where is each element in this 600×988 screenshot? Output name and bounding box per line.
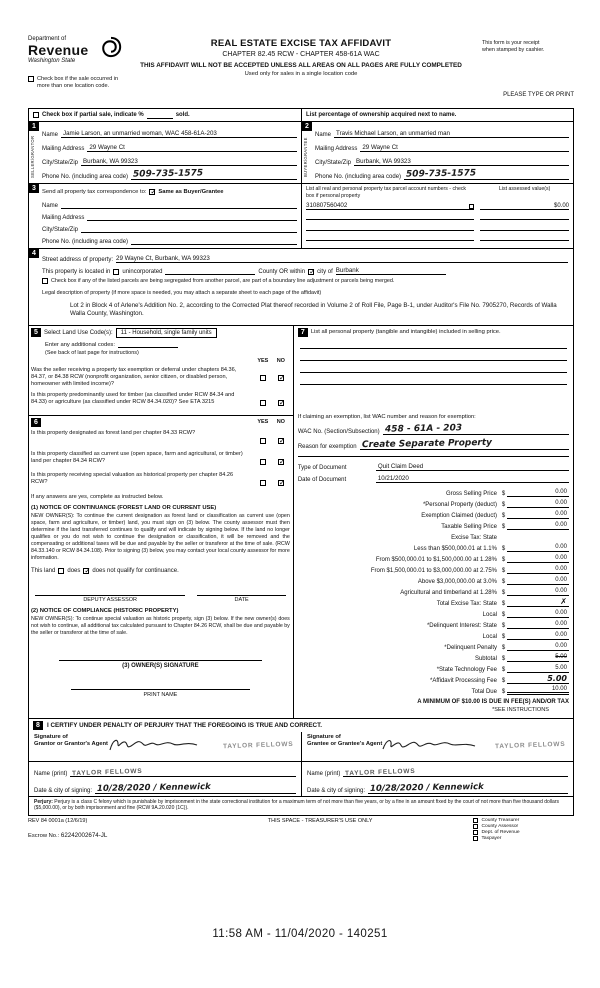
section-1-badge: 1: [29, 122, 39, 131]
grantee-signature-cell: Signature of Grantee or Grantee's Agent TAYLOR FELLOWS: [301, 732, 573, 762]
section-8-badge: 8: [33, 721, 43, 730]
rate-3-0-value[interactable]: 0.00: [507, 577, 569, 585]
segregated-label: Check box if any of the listed parcels are being segregated from another parcel, are part of a boundary line adjustment or parcels being merged.: [51, 278, 395, 284]
historic-no-checkbox[interactable]: [278, 480, 284, 486]
rev-number: REV 84 0001a (12/6/19): [28, 817, 88, 824]
buyer-mailing-label: Mailing Address: [315, 146, 358, 152]
dept-line3: Washington State: [28, 58, 76, 64]
seller-name-label: Name: [42, 132, 59, 138]
date-city-row: [29, 779, 573, 796]
ownership-note: List percentage of ownership acquired next to name.: [306, 112, 457, 118]
tax-computation: [298, 486, 569, 695]
excise-tax-state-header: [507, 533, 569, 541]
certify-statement: I CERTIFY UNDER PENALTY OF PERJURY THAT THE FOREGOING IS TRUE AND CORRECT.: [47, 721, 322, 729]
affidavit-processing-fee-value[interactable]: 5.00: [507, 674, 569, 684]
historic-yes-checkbox[interactable]: [260, 480, 266, 486]
assessed-value-field[interactable]: [480, 230, 569, 231]
parcel-number-field[interactable]: [306, 230, 474, 231]
land-use-code-value[interactable]: 11 - Household, single family units: [116, 328, 217, 338]
partial-sale-percent-field[interactable]: [147, 112, 173, 119]
perjury-text: Perjury is a class C felony which is punishable by imprisonment in the state correctional institution for a maximum term of not more than five years, or by a fine in an amount fixed by the court of not more than five thousand dollars ($5,000.00), or by both imprisonment and fine (RCW 9A.20.020 (1C)).: [34, 798, 559, 812]
receipt-note-line2: when stamped by cashier.: [482, 47, 545, 54]
seller-phone-label: Phone No. (including area code): [42, 174, 129, 180]
same-as-buyer-checkbox[interactable]: [149, 189, 155, 195]
see-instructions-note: *SEE INSTRUCTIONS: [492, 706, 549, 713]
if-yes-note: If any answers are yes, complete as instructed below.: [31, 493, 164, 500]
total-excise-local-value[interactable]: 0.00: [507, 610, 569, 618]
dept-line2: Revenue: [28, 42, 89, 58]
unincorporated-checkbox[interactable]: [113, 269, 119, 275]
form-footer: [28, 818, 574, 841]
grantee-name-print-value[interactable]: TAYLOR FELLOWS: [345, 767, 416, 777]
additional-codes-label: Enter any additional codes:: [45, 341, 115, 348]
delinquent-penalty-value[interactable]: 0.00: [507, 643, 569, 651]
signature-row: [29, 732, 573, 762]
corr-name-label: Name: [42, 203, 59, 209]
escrow-label: Escrow No.:: [28, 832, 60, 839]
parcel-number-value[interactable]: 310807560402: [306, 201, 348, 209]
document-block: [298, 456, 569, 483]
grantor-signature[interactable]: [107, 736, 207, 756]
taxable-selling-price-value[interactable]: 0.00: [507, 522, 569, 530]
distribution-item: Dept. of Revenue: [473, 830, 519, 835]
multi-location-label: Check box if the sale occurred in more than one location code.: [37, 76, 119, 90]
buyer-phone-label: Phone No. (including area code): [315, 174, 402, 180]
grantee-date-city-value[interactable]: 10/28/2020 / Kennewick: [369, 781, 484, 794]
grantor-stamp: TAYLOR FELLOWS: [222, 740, 294, 750]
gross-selling-price-value[interactable]: 0.00: [507, 489, 569, 497]
corr-phone-label: Phone No. (including area code): [42, 239, 129, 245]
buyer-csz-label: City/State/Zip: [315, 160, 352, 166]
forest-yes-checkbox[interactable]: [260, 438, 266, 444]
total-due-value[interactable]: 10.00: [507, 686, 569, 695]
current-use-yes-checkbox[interactable]: [260, 459, 266, 465]
dept-of-revenue-checkbox[interactable]: [473, 830, 478, 835]
timber-no-checkbox[interactable]: [278, 400, 284, 406]
buyer-name-label: Name: [315, 132, 332, 138]
multi-location-checkbox[interactable]: [28, 76, 34, 82]
single-location-note: Used only for sales in a single location code: [244, 71, 358, 77]
minimum-due-note: A MINIMUM OF $10.00 IS DUE IN FEE(S) AND/OR TAX: [417, 698, 569, 705]
land-use-label: Select Land Use Code(s):: [44, 329, 113, 336]
receipt-note: [482, 40, 574, 54]
tax-line: *Delinquent Penalty $ 0.00: [444, 642, 567, 651]
type-or-print-note: PLEASE TYPE OR PRINT: [503, 92, 574, 98]
tax-line: Agricultural and timberland at 1.28% $ 0.00: [400, 587, 567, 596]
personal-property-checkbox[interactable]: [469, 204, 474, 209]
buyer-csz-value[interactable]: Burbank, WA 99323: [356, 158, 411, 165]
receipt-note-line1: This form is your receipt: [482, 40, 540, 46]
grantee-stamp: TAYLOR FELLOWS: [494, 740, 566, 750]
section-5-badge: 5: [31, 328, 41, 337]
corr-csz-field[interactable]: [81, 224, 297, 233]
grantor-date-city-value[interactable]: 10/28/2020 / Kennewick: [96, 781, 211, 794]
tax-line: Excise Tax: State: [298, 530, 569, 541]
tax-line: Gross Selling Price $ 0.00: [445, 488, 567, 497]
deputy-assessor-signature-field[interactable]: [35, 588, 185, 596]
wac-number-value[interactable]: 458 - 61A - 203: [384, 423, 462, 435]
delinquent-interest-state-value[interactable]: 0.00: [507, 621, 569, 629]
does-qualify-checkbox[interactable]: [58, 568, 64, 574]
assessed-value[interactable]: $0.00: [480, 203, 569, 210]
seller-mailing-value[interactable]: 29 Wayne Ct: [89, 144, 125, 151]
legal-description-label: Legal description of property (if more space is needed, you may attach a separate sheet to each page of the affidavit): [42, 290, 322, 296]
exemption-reason-label: Reason for exemption: [297, 443, 357, 450]
multi-location-option: [28, 76, 188, 91]
city-of-label: city of: [317, 269, 333, 275]
partial-sale-row: [29, 109, 573, 122]
grantor-name-print-value[interactable]: TAYLOR FELLOWS: [72, 767, 143, 777]
parcels-section: [301, 184, 573, 248]
corr-csz-label: City/State/Zip: [42, 227, 79, 233]
distribution-item: County Assessor: [473, 824, 518, 829]
wac-number-label: WAC No. (Section/Subsection): [297, 428, 380, 435]
tax-line: From $1,500,000.01 to $3,000,000.00 at 2.75% $ 0.00: [370, 565, 567, 574]
city-checkbox[interactable]: [308, 269, 314, 275]
perjury-label: Perjury:: [34, 798, 53, 805]
treasurer-space-note: THIS SPACE - TREASURER'S USE ONLY: [267, 817, 373, 824]
grantor-name-print-label: Name (print): [34, 770, 68, 777]
segregated-checkbox[interactable]: [42, 278, 48, 284]
assessor-date-label: DATE: [234, 596, 249, 603]
assessor-date-field[interactable]: [197, 588, 285, 596]
seller-name-value[interactable]: Jamie Larson, an unmarried woman, WAC 458-61A-203: [63, 130, 217, 137]
section-2-badge: 2: [302, 122, 312, 131]
personal-property-line-1[interactable]: [300, 339, 567, 349]
right-column: [293, 326, 573, 718]
certification-section: [29, 719, 573, 797]
form-body: [28, 108, 574, 816]
tax-line: Less than $500,000.01 at 1.1% $ 0.00: [413, 543, 567, 552]
corr-phone-field[interactable]: [131, 236, 297, 245]
tax-line: Above $3,000,000.00 at 3.0% $ 0.00: [417, 576, 567, 585]
buyer-side-label: BUYER/GRANTEE: [303, 137, 308, 177]
agricultural-rate-value[interactable]: 0.00: [507, 588, 569, 596]
same-as-buyer-label: Same as Buyer/Grantee: [158, 188, 224, 195]
seller-csz-label: City/State/Zip: [42, 160, 79, 166]
rate-1-28-value[interactable]: 0.00: [507, 555, 569, 563]
notice-compliance-title: (2) NOTICE OF COMPLIANCE (HISTORIC PROPERTY): [31, 607, 179, 614]
delinquent-interest-local-value[interactable]: 0.00: [507, 632, 569, 640]
personal-property-line-4[interactable]: [300, 375, 567, 385]
additional-codes-field[interactable]: [118, 341, 178, 348]
timber-yes-checkbox[interactable]: [260, 400, 266, 406]
question-current-use: Is this property classified as current use (open space, farm and agricultural, or timber) land per chapter 84.34 RCW? ✓: [31, 451, 290, 469]
seller-csz-value[interactable]: Burbank, WA 99323: [83, 158, 138, 165]
seller-phone-value[interactable]: 509-735-1575: [132, 168, 204, 180]
distribution-item: County Treasurer: [473, 818, 519, 823]
document-date-value[interactable]: 10/21/2020: [377, 474, 409, 482]
personal-property-deduct-value[interactable]: 0.00: [507, 500, 569, 508]
street-address-label: Street address of property:: [42, 257, 114, 263]
ownership-note-cell: [301, 109, 573, 121]
question-forest: Is this property designated as forest land per chapter 84.33 RCW? ✓: [31, 430, 290, 448]
continuance-line: This land does ✓ does not qualify for continuance.: [31, 568, 290, 574]
total-excise-state-value[interactable]: ✗: [507, 597, 569, 607]
title-block: [103, 38, 499, 77]
grantor-signature-cell: Signature of Grantor or Grantor's Agent TAYLOR FELLOWS: [29, 732, 301, 762]
section-6-badge: 6: [31, 418, 41, 427]
exemption-claimed-value[interactable]: 0.00: [507, 511, 569, 519]
personal-property-label: List all personal property (tangible and intangible) included in selling price.: [310, 329, 501, 336]
county-field[interactable]: [165, 267, 255, 275]
state-technology-fee-value[interactable]: 5.00: [507, 665, 569, 673]
partial-sale-suffix: sold.: [175, 112, 190, 118]
tax-line: *Delinquent Interest: State $ 0.00: [426, 620, 567, 629]
parcel-row-blank: [306, 220, 569, 231]
exemption-no-checkbox[interactable]: [278, 375, 284, 381]
county-treasurer-checkbox[interactable]: [473, 818, 478, 823]
tax-line: Taxable Selling Price $ 0.00: [441, 521, 567, 530]
grantor-date-city-label: Date & city of signing:: [34, 787, 93, 794]
assessed-value-field[interactable]: [480, 240, 569, 241]
deputy-assessor-label: DEPUTY ASSESSOR: [83, 596, 138, 603]
grantee-date-city-label: Date & city of signing:: [307, 787, 366, 794]
parcel-row: [306, 199, 569, 210]
designation-section: 6 YES NO Is this property designated as forest land per chapter 84.33 RCW? ✓ Is this property classified as current use (open space, farm and agricultural, or timber) land per chapter 84.34 RCW? ✓ Is this property receiving special valuation as historical property per chapter 84.26 RCW? ✓ If any answers are yes, complete as instructed below. (1) NOTICE OF CONTINUANCE (FOREST LAND OR CURRENT USE) NEW OWNER(S): To continue the current designation as forest land or classification as current use (open space, farm and agriculture, or timber) land, you must sign on (3) below. The county assessor must then determine if the land transferred continues to qualify and will indicate by signing below. If the land no longer qualifies or you do not wish to continue the designation or classification, it will be removed and the compensating or additional taxes will be due and payable by the seller or transferor at the time of sale. (RCW 84.33.140 or RCW 84.34.108). Prior to signing (3) below, you may contact your local county assessor for more information. This land does ✓ does not qualify for continuance. DEPUTY ASSESSOR DATE (2) NOTICE OF COMPLIANCE (HISTORIC PROPERTY) NEW OWNER(S): To continue special valuation as historic property, sign (3) below. If the new owner(s) does not wish to continue, all additional tax calculated pursuant to Chapter 84.26 RCW, shall be due and payable by the seller or transferor at the time of sale. (3) OWNER(S) SIGNATURE PRINT NAME: [29, 416, 293, 702]
unincorporated-label: unincorporated: [122, 269, 163, 275]
located-prefix: This property is located in: [42, 269, 111, 275]
question-exemption: Was the seller receiving a property tax exemption or deferral under chapters 84.36, 84.37, or 84.38 RCW (nonprofit organization, senior citizen, or disabled person, homeowner with limited income)? ✓: [31, 367, 290, 389]
reet-affidavit-form: [28, 36, 574, 841]
tax-line: Local $ 0.00: [482, 609, 567, 618]
chapter-line: CHAPTER 82.45 RCW - CHAPTER 458-61A WAC: [222, 51, 380, 58]
question-historic: Is this property receiving special valuation as historical property per chapter 84.26 RCW? ✓: [31, 472, 290, 490]
property-section: [29, 249, 573, 326]
tax-line: Local $ 0.00: [482, 631, 567, 640]
correspondence-parcels-row: [29, 184, 573, 249]
buyer-phone-value[interactable]: 509-735-1575: [405, 168, 477, 180]
document-type-value[interactable]: Quit Claim Deed: [377, 462, 424, 470]
acceptance-warning: THIS AFFIDAVIT WILL NOT BE ACCEPTED UNLESS ALL AREAS ON ALL PAGES ARE FULLY COMPLETED: [140, 62, 462, 69]
assessed-value-field[interactable]: [480, 219, 569, 220]
buyer-section: [301, 122, 573, 183]
partial-sale-label: Check box if partial sale, indicate %: [42, 112, 144, 118]
document-date-label: Date of Document: [297, 476, 347, 483]
seller-section: [29, 122, 301, 183]
street-address-value[interactable]: 29 Wayne Ct, Burbank, WA 99323: [116, 255, 210, 262]
section-4-badge: 4: [29, 249, 39, 258]
parcel-row-blank: [306, 210, 569, 221]
tax-line: *Personal Property (deduct) $ 0.00: [422, 499, 567, 508]
owner-signature-label: (3) OWNER(S) SIGNATURE: [122, 662, 199, 669]
corr-mailing-label: Mailing Address: [42, 215, 85, 221]
corr-mailing-field[interactable]: [87, 212, 297, 221]
see-back-note: (See back of last page for instructions): [45, 349, 139, 356]
buyer-name-value[interactable]: Travis Michael Larson, an unmarried man: [336, 130, 450, 137]
tax-line: *Affidavit Processing Fee $ 5.00: [430, 673, 567, 684]
tax-line: *State Technology Fee $ 5.00: [436, 664, 567, 673]
name-print-row: [29, 762, 573, 779]
notice-continuance-body: NEW OWNER(S): To continue the current designation as forest land or classification as current use (open space, farm and agriculture, or timber) land, you must sign on (3) below. The county assessor must then determine if the land transferred continues to qualify and will indicate by signing below. If the land no longer qualifies or you do not wish to continue the designation or classification, it will be removed and the compensating or additional taxes will be due and payable by the seller or transferor at the time of sale. (RCW 84.33.140 or RCW 84.34.108). Prior to signing (3) below, you may contact your local county assessor for more information.: [31, 512, 290, 561]
section-3-badge: 3: [29, 184, 39, 193]
question-timber: Is this property predominantly used for timber (as classified under RCW 84.34 and 84.33) or agriculture (as classified under RCW 84.34.020)? See ETA 3215 ✓: [31, 392, 290, 410]
corr-name-field[interactable]: [61, 200, 297, 209]
dept-line1: Department of: [28, 36, 67, 42]
land-use-section: [29, 326, 293, 416]
left-column: [29, 326, 293, 718]
tax-line: From $500,000.01 to $1,500,000.00 at 1.28% $ 0.00: [375, 554, 567, 563]
rate-2-75-value[interactable]: 0.00: [507, 566, 569, 574]
city-value[interactable]: Burbank: [335, 267, 359, 274]
owner-signature-field[interactable]: [59, 653, 262, 661]
exemption-reason-value[interactable]: Create Separate Property: [361, 437, 492, 450]
scan-timestamp: 11:58 AM - 11/04/2020 - 140251: [212, 928, 388, 940]
send-correspondence-label: Send all property tax correspondence to:: [42, 188, 147, 195]
forest-no-checkbox[interactable]: [278, 438, 284, 444]
deputy-assessor-row: [31, 588, 290, 603]
subtotal-value[interactable]: 5.00: [507, 654, 569, 662]
form-title: REAL ESTATE EXCISE TAX AFFIDAVIT: [210, 38, 392, 49]
personal-property-section: [294, 326, 573, 718]
does-not-qualify-checkbox[interactable]: [83, 568, 89, 574]
form-header: [28, 36, 574, 106]
notice-continuance-title: (1) NOTICE OF CONTINUANCE (FOREST LAND OR CURRENT USE): [31, 504, 217, 511]
legal-description-value[interactable]: Lot 2 in Block 4 of Arlene's Addition No. 2, according to the Corrected Plat thereof recorded in Volume 2 of Roll File, Page B-1, under Auditor's File No. 7905270, Records of Walla Walla County, Washington.: [70, 302, 557, 318]
middle-band: [29, 326, 573, 719]
exemption-yes-checkbox[interactable]: [260, 375, 266, 381]
correspondence-section: [29, 184, 301, 248]
escrow-value: 62242002674-JL: [60, 831, 108, 839]
seller-mailing-label: Mailing Address: [42, 146, 85, 152]
perjury-statement: [29, 797, 573, 815]
notice-compliance-body: NEW OWNER(S): To continue special valuation as historic property, sign (3) below. If the new owner(s) does not wish to continue, all additional tax calculated pursuant to Chapter 84.26 RCW, shall be due and payable by the seller or transferor at the time of sale.: [31, 615, 290, 636]
partial-sale-cell: [29, 109, 301, 121]
grantee-signature[interactable]: [380, 736, 480, 756]
yes-no-header: YES NO: [257, 357, 285, 364]
rate-1-1-value[interactable]: 0.00: [507, 544, 569, 552]
document-type-label: Type of Document: [297, 464, 347, 471]
print-name-field[interactable]: [71, 682, 250, 690]
grantee-name-print-label: Name (print): [307, 770, 341, 777]
parcel-row-blank: [306, 231, 569, 242]
section-7-badge: 7: [298, 328, 308, 337]
seller-side-label: SELLER/GRANTOR: [30, 135, 35, 179]
assessed-values-header: List assessed value(s): [499, 186, 551, 192]
parcel-number-field[interactable]: [306, 219, 474, 220]
distribution-item: Taxpayer: [473, 836, 501, 841]
personal-property-line-2[interactable]: [300, 351, 567, 361]
exemption-prompt: If claiming an exemption, list WAC number and reason for exemption:: [297, 413, 476, 420]
county-or-label: County OR within: [258, 269, 306, 275]
partial-sale-checkbox[interactable]: [33, 112, 39, 118]
parties-row: [29, 122, 573, 184]
buyer-mailing-value[interactable]: 29 Wayne Ct: [362, 144, 398, 151]
tax-line: Total Due $ 10.00: [471, 685, 567, 695]
current-use-no-checkbox[interactable]: [278, 459, 284, 465]
distribution-list: [437, 818, 574, 841]
personal-property-line-3[interactable]: [300, 363, 567, 373]
tax-line: Exemption Claimed (deduct) $ 0.00: [421, 510, 567, 519]
parcel-number-field[interactable]: [306, 240, 474, 241]
tax-line: Subtotal $ 5.00: [474, 653, 567, 662]
tax-line: Total Excise Tax: State $ ✗: [436, 596, 567, 607]
county-assessor-checkbox[interactable]: [473, 824, 478, 829]
print-name-label: PRINT NAME: [143, 691, 178, 698]
taxpayer-checkbox[interactable]: [473, 836, 478, 841]
parcel-numbers-header: List all real and personal property tax parcel account numbers - check box if personal property: [306, 186, 467, 199]
